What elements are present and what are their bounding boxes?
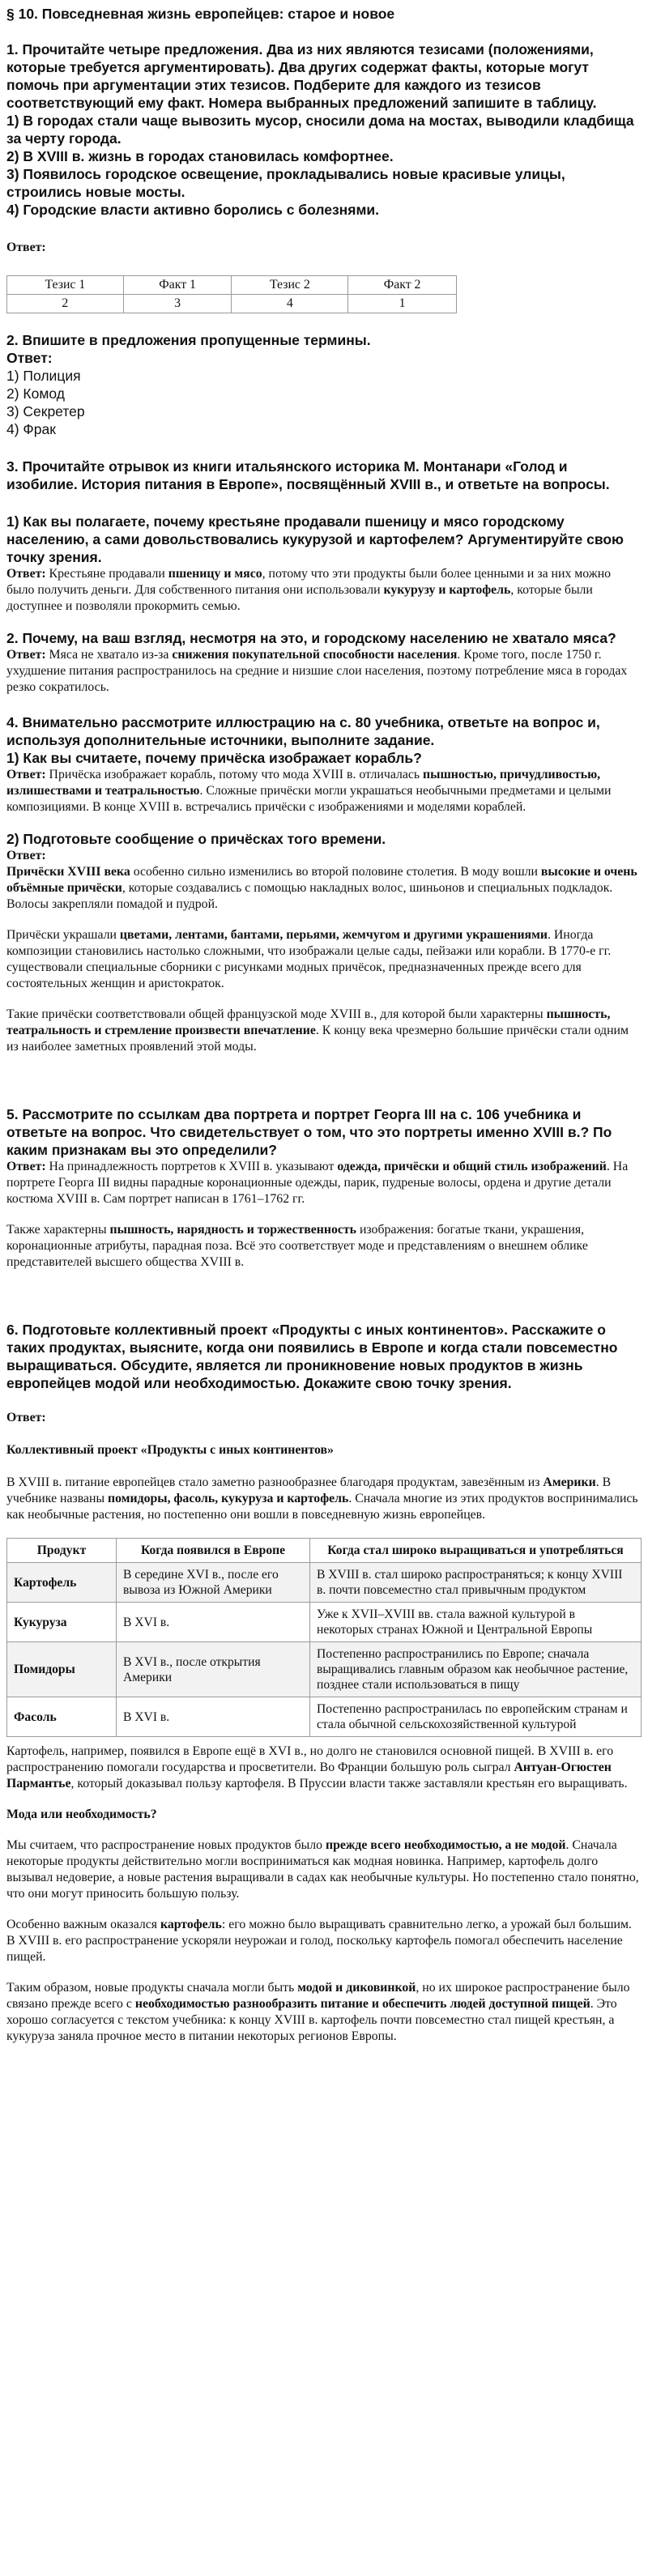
- statement-2: 2) В XVIII в. жизнь в городах становилась комфортнее.: [6, 148, 394, 164]
- task-3: [6, 458, 642, 696]
- task-4: [6, 713, 642, 1055]
- table-row: [7, 1642, 642, 1697]
- product-name: Кукуруза: [7, 1603, 117, 1642]
- term-item: 4) Фрак: [6, 421, 56, 437]
- statement-4: 4) Городские власти активно боролись с болезнями.: [6, 202, 380, 218]
- table-cell: В XVI в.: [117, 1697, 310, 1737]
- answer-label: Ответ:: [6, 567, 46, 581]
- table-header-row: [7, 276, 457, 295]
- answer-table-1: [6, 275, 457, 313]
- term-item: 2) Комод: [6, 385, 65, 402]
- task-4-answer-1: Ответ: Причёска изображает корабль, потому что мода XVIII в. отличалась пышностью, причудливостью, излишествами и театральностью. Сложные причёски могли украшаться необычными предметами и целыми композициями. В конце XVIII в. встречались причёски с изображениями и моделями кораблей.: [6, 768, 612, 814]
- statement-3: 3) Появилось городское освещение, прокладывались новые красивые улицы, строились новые мосты.: [6, 166, 565, 200]
- task-6: [6, 1321, 642, 2045]
- answer-label: Ответ:: [6, 648, 46, 662]
- table-cell: 1: [348, 295, 457, 313]
- table-header-row: [7, 1539, 642, 1563]
- task-3-answer-2: Ответ: Мяса не хватало из-за снижения покупательной способности населения. Кроме того, после 1750 г. ухудшение питания распространилось на средние и низшие слои населения, поэтому потребление мяса в городах резко сократилось.: [6, 648, 628, 694]
- task-1: [6, 40, 642, 313]
- paragraph-special: Особенно важным оказался картофель: его можно было выращивать сравнительно легко, а урожай был большим. В XVIII в. его распространение ускоряли неурожаи и голод, поскольку картофель помогал обеспечить население пищей.: [6, 1918, 632, 1964]
- task-5-paragraph-2: Также характерны пышность, нарядность и торжественность изображения: богатые ткани, украшения, коронационные атрибуты, парадная поза. Всё это соответствует моде и представлениям о внешнем облике представителей высшего общества XVIII в.: [6, 1223, 588, 1269]
- answer-label: Ответ:: [6, 350, 53, 366]
- task-2-question: 2. Впишите в предложения пропущенные термины.: [6, 332, 371, 348]
- table-cell: 4: [232, 295, 348, 313]
- paragraph-final: Таким образом, новые продукты сначала могли быть модой и диковинкой, но их широкое распространение было связано прежде всего с необходимостью разнообразить питание и обеспечить людей доступной пищей. Это хорошо согласуется с текстом учебника: к концу XVIII в. картофель почти повсеместно стал пищей крестьян, а кукуруза заняла прочное место в питании некоторых регионов Европы.: [6, 1981, 630, 2043]
- table-header-cell: Тезис 2: [232, 276, 348, 295]
- answer-label: Ответ:: [6, 768, 46, 781]
- task-5-answer-1: Ответ: На принадлежность портретов к XVIII в. указывают одежда, причёски и общий стиль изображений. На портрете Георга III видны парадные коронационные одежды, парик, пудреные волосы, ордена и другие детали костюма XVIII в. Сам портрет написан в 1761–1762 гг.: [6, 1160, 629, 1206]
- term-item: 1) Полиция: [6, 368, 81, 384]
- product-name: Помидоры: [7, 1642, 117, 1697]
- task-4-subquestion-1: 1) Как вы считаете, почему причёска изображает корабль?: [6, 750, 422, 766]
- task-3-answer-1: Ответ: Крестьяне продавали пшеницу и мясо, потому что эти продукты были более ценными и за них можно было получить деньги. Для собственного питания они использовали кукурузу и картофель, которые были доступнее и позволяли прокормить семью.: [6, 567, 612, 613]
- task-5: [6, 1105, 642, 1271]
- product-name: Картофель: [7, 1563, 117, 1603]
- product-name: Фасоль: [7, 1697, 117, 1737]
- products-table: [6, 1538, 642, 1737]
- answer-label: Ответ:: [6, 1160, 46, 1173]
- table-header-cell: Когда появился в Европе: [117, 1539, 310, 1563]
- project-title: Коллективный проект «Продукты с иных континентов»: [6, 1443, 334, 1457]
- project-intro: В XVIII в. питание европейцев стало заметно разнообразнее благодаря продуктам, завезённым из Америки. В учебнике названы помидоры, фасоль, кукуруза и картофель. Сначала многие из этих продуктов воспринимались как необычные растения, но постепенно они вошли в повседневную жизнь европейцев.: [6, 1475, 638, 1522]
- task-2: [6, 331, 642, 438]
- paragraph-potato: Картофель, например, появился в Европе ещё в XVI в., но долго не становился основной пищей. В XVIII в. его распространению помогали государства и просветители. Во Франции большую роль сыграл Антуан-Огюстен Пармантье, который доказывал пользу картофеля. В Пруссии власти также заставляли крестьян его выращивать.: [6, 1744, 628, 1790]
- task-4-paragraph-2: Причёски украшали цветами, лентами, бантами, перьями, жемчугом и другими украшениями. Иногда композиции становились настолько сложными, что изображали целые сады, пейзажи или корабли. В 1770-е гг. существовали специальные сборники с рисунками модных причёсок, предназначенных прежде всего для состоятельных женщин и аристократок.: [6, 928, 612, 990]
- table-cell: Постепенно распространилась по европейским странам и стала обычной сельскохозяйственной культурой: [310, 1697, 642, 1737]
- table-cell: В середине XVI в., после его вывоза из Южной Америки: [117, 1563, 310, 1603]
- task-6-question: 6. Подготовьте коллективный проект «Продукты с иных континентов». Расскажите о таких продуктах, выясните, когда они появились в Европе и когда стали повсеместно выращиваться. Обсудите, является ли проникновение новых продуктов в жизнь европейцев модой или необходимостью. Докажите свою точку зрения.: [6, 1322, 618, 1391]
- table-header-cell: Тезис 1: [7, 276, 124, 295]
- table-row: [7, 1603, 642, 1642]
- answer-label: Ответ:: [6, 849, 46, 862]
- statement-1: 1) В городах стали чаще вывозить мусор, сносили дома на мостах, выводили кладбища за черту города.: [6, 113, 634, 147]
- table-cell: 2: [7, 295, 124, 313]
- task-4-subquestion-2: 2) Подготовьте сообщение о причёсках того времени.: [6, 831, 386, 847]
- task-3-subquestion-1: 1) Как вы полагаете, почему крестьяне продавали пшеницу и мясо городскому населению, а сами довольствовались кукурузой и картофелем? Аргументируйте свою точку зрения.: [6, 513, 624, 565]
- task-5-question: 5. Рассмотрите по ссылкам два портрета и портрет Георга III на с. 106 учебника и ответьте на вопрос. Что свидетельствует о том, что это портреты именно XVIII в.? По каким признакам вы это определили?: [6, 1106, 612, 1158]
- table-row: [7, 295, 457, 313]
- table-header-cell: Факт 1: [123, 276, 232, 295]
- page-title: § 10. Повседневная жизнь европейцев: старое и новое: [6, 6, 395, 22]
- paragraph-opinion: Мы считаем, что распространение новых продуктов было прежде всего необходимостью, а не модой. Сначала некоторые продукты действительно могли восприниматься как модная новинка. Например, картофель долго вызывал недоверие, а новые растения выращивали в садах как необычные культуры. Но постепенно стало понятно, что они могут приносить большую пользу.: [6, 1838, 639, 1901]
- answer-label: Ответ:: [6, 241, 46, 254]
- task-3-subquestion-2: 2. Почему, на ваш взгляд, несмотря на это, и городскому населению не хватало мяса?: [6, 630, 616, 646]
- task-3-question: 3. Прочитайте отрывок из книги итальянского историка М. Монтанари «Голод и изобилие. История питания в Европе», посвящённый XVIII в., и ответьте на вопросы.: [6, 458, 610, 492]
- term-item: 3) Секретер: [6, 403, 85, 419]
- table-cell: В XVI в., после открытия Америки: [117, 1642, 310, 1697]
- table-cell: В XVI в.: [117, 1603, 310, 1642]
- subheading: Мода или необходимость?: [6, 1807, 157, 1821]
- table-cell: 3: [123, 295, 232, 313]
- table-header-cell: Факт 2: [348, 276, 457, 295]
- table-row: [7, 1697, 642, 1737]
- answer-label: Ответ:: [6, 1411, 46, 1424]
- table-cell: В XVIII в. стал широко распространяться; к концу XVIII в. почти повсеместно стал привычным продуктом: [310, 1563, 642, 1603]
- table-header-cell: Когда стал широко выращиваться и употребляться: [310, 1539, 642, 1563]
- table-row: [7, 1563, 642, 1603]
- table-header-cell: Продукт: [7, 1539, 117, 1563]
- task-4-paragraph-3: Такие причёски соответствовали общей французской моде XVIII в., для которой были характерны пышность, театральность и стремление произвести впечатление. К концу века чрезмерно большие причёски стали одним из наиболее заметных проявлений этой моды.: [6, 1007, 629, 1054]
- task-1-question: 1. Прочитайте четыре предложения. Два из них являются тезисами (положениями, которые требуется аргументировать). Два других содержат факты, которые могут помочь при аргументации этих тезисов. Подберите для каждого из тезисов соответствующий ему факт. Номера выбранных предложений запишите в таблицу.: [6, 41, 597, 111]
- task-4-question: 4. Внимательно рассмотрите иллюстрацию на с. 80 учебника, ответьте на вопрос и, используя дополнительные источники, выполните задание.: [6, 714, 600, 748]
- table-cell: Постепенно распространились по Европе; сначала выращивались главным образом как необычное растение, позднее стали использоваться в пищу: [310, 1642, 642, 1697]
- task-4-paragraph-1: Причёски XVIII века особенно сильно изменились во второй половине столетия. В моду вошли высокие и очень объёмные причёски, которые создавались с помощью накладных волос, шиньонов и специальных подкладок. Волосы закрепляли помадой и пудрой.: [6, 865, 637, 911]
- table-cell: Уже к XVII–XVIII вв. стала важной культурой в некоторых странах Южной и Центральной Европы: [310, 1603, 642, 1642]
